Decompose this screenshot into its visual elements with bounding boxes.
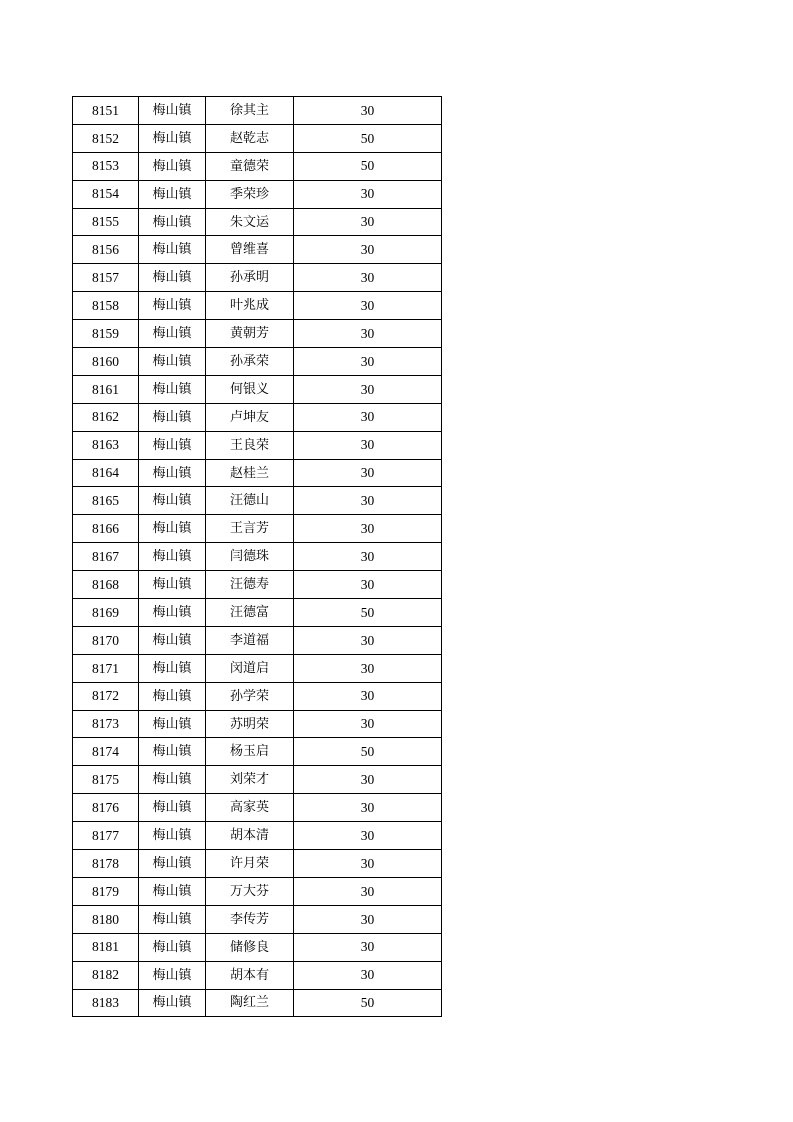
town-cell: 梅山镇: [139, 375, 206, 403]
person-name-cell: 储修良: [206, 933, 294, 961]
amount-cell: 30: [294, 626, 442, 654]
table-row: [73, 933, 442, 961]
amount-cell: 50: [294, 599, 442, 627]
table-row: [73, 989, 442, 1017]
table-row: [73, 682, 442, 710]
person-name-cell: 胡本清: [206, 822, 294, 850]
amount-cell: 30: [294, 654, 442, 682]
row-number-cell: 8182: [73, 961, 139, 989]
row-number-cell: 8163: [73, 431, 139, 459]
town-cell: 梅山镇: [139, 710, 206, 738]
table-row: [73, 822, 442, 850]
amount-cell: 30: [294, 794, 442, 822]
person-name-cell: 汪德富: [206, 599, 294, 627]
amount-cell: 30: [294, 933, 442, 961]
table-row: [73, 738, 442, 766]
person-name-cell: 童德荣: [206, 152, 294, 180]
amount-cell: 50: [294, 738, 442, 766]
table-row: [73, 626, 442, 654]
row-number-cell: 8174: [73, 738, 139, 766]
row-number-cell: 8160: [73, 348, 139, 376]
amount-cell: 30: [294, 348, 442, 376]
row-number-cell: 8152: [73, 124, 139, 152]
person-name-cell: 季荣珍: [206, 180, 294, 208]
amount-cell: 30: [294, 710, 442, 738]
town-cell: 梅山镇: [139, 599, 206, 627]
amount-cell: 30: [294, 431, 442, 459]
person-name-cell: 闵道启: [206, 654, 294, 682]
table-row: [73, 375, 442, 403]
table-row: [73, 152, 442, 180]
row-number-cell: 8171: [73, 654, 139, 682]
town-cell: 梅山镇: [139, 97, 206, 125]
row-number-cell: 8170: [73, 626, 139, 654]
amount-cell: 30: [294, 180, 442, 208]
town-cell: 梅山镇: [139, 348, 206, 376]
row-number-cell: 8169: [73, 599, 139, 627]
person-name-cell: 许月荣: [206, 850, 294, 878]
amount-cell: 30: [294, 571, 442, 599]
amount-cell: 30: [294, 403, 442, 431]
table-row: [73, 180, 442, 208]
town-cell: 梅山镇: [139, 236, 206, 264]
amount-cell: 30: [294, 850, 442, 878]
row-number-cell: 8173: [73, 710, 139, 738]
row-number-cell: 8166: [73, 515, 139, 543]
amount-cell: 30: [294, 320, 442, 348]
table-row: [73, 794, 442, 822]
table-row: [73, 905, 442, 933]
person-name-cell: 汪德寿: [206, 571, 294, 599]
town-cell: 梅山镇: [139, 654, 206, 682]
row-number-cell: 8180: [73, 905, 139, 933]
town-cell: 梅山镇: [139, 180, 206, 208]
table-row: [73, 348, 442, 376]
town-cell: 梅山镇: [139, 208, 206, 236]
town-cell: 梅山镇: [139, 431, 206, 459]
table-row: [73, 543, 442, 571]
town-cell: 梅山镇: [139, 877, 206, 905]
town-cell: 梅山镇: [139, 626, 206, 654]
town-cell: 梅山镇: [139, 766, 206, 794]
person-name-cell: 刘荣才: [206, 766, 294, 794]
person-name-cell: 胡本有: [206, 961, 294, 989]
person-name-cell: 卢坤友: [206, 403, 294, 431]
amount-cell: 30: [294, 905, 442, 933]
person-name-cell: 徐其主: [206, 97, 294, 125]
table-row: [73, 208, 442, 236]
town-cell: 梅山镇: [139, 487, 206, 515]
town-cell: 梅山镇: [139, 543, 206, 571]
table-row: [73, 766, 442, 794]
row-number-cell: 8167: [73, 543, 139, 571]
amount-cell: 30: [294, 515, 442, 543]
row-number-cell: 8157: [73, 264, 139, 292]
table-row: [73, 599, 442, 627]
amount-cell: 30: [294, 877, 442, 905]
data-table: [72, 96, 442, 1017]
amount-cell: 50: [294, 152, 442, 180]
row-number-cell: 8162: [73, 403, 139, 431]
table-row: [73, 515, 442, 543]
table-body: [73, 97, 442, 1017]
table-row: [73, 961, 442, 989]
town-cell: 梅山镇: [139, 822, 206, 850]
town-cell: 梅山镇: [139, 905, 206, 933]
town-cell: 梅山镇: [139, 264, 206, 292]
table-row: [73, 403, 442, 431]
person-name-cell: 赵桂兰: [206, 459, 294, 487]
row-number-cell: 8176: [73, 794, 139, 822]
person-name-cell: 王良荣: [206, 431, 294, 459]
town-cell: 梅山镇: [139, 403, 206, 431]
town-cell: 梅山镇: [139, 682, 206, 710]
row-number-cell: 8165: [73, 487, 139, 515]
person-name-cell: 叶兆成: [206, 292, 294, 320]
person-name-cell: 杨玉启: [206, 738, 294, 766]
amount-cell: 30: [294, 459, 442, 487]
row-number-cell: 8178: [73, 850, 139, 878]
amount-cell: 30: [294, 822, 442, 850]
amount-cell: 30: [294, 208, 442, 236]
town-cell: 梅山镇: [139, 571, 206, 599]
town-cell: 梅山镇: [139, 989, 206, 1017]
row-number-cell: 8181: [73, 933, 139, 961]
table-row: [73, 124, 442, 152]
row-number-cell: 8156: [73, 236, 139, 264]
person-name-cell: 万大芬: [206, 877, 294, 905]
row-number-cell: 8177: [73, 822, 139, 850]
amount-cell: 50: [294, 989, 442, 1017]
table-row: [73, 236, 442, 264]
person-name-cell: 陶红兰: [206, 989, 294, 1017]
amount-cell: 30: [294, 236, 442, 264]
table-row: [73, 710, 442, 738]
town-cell: 梅山镇: [139, 459, 206, 487]
row-number-cell: 8155: [73, 208, 139, 236]
table-row: [73, 292, 442, 320]
amount-cell: 30: [294, 543, 442, 571]
person-name-cell: 李传芳: [206, 905, 294, 933]
row-number-cell: 8159: [73, 320, 139, 348]
town-cell: 梅山镇: [139, 794, 206, 822]
town-cell: 梅山镇: [139, 152, 206, 180]
table-row: [73, 654, 442, 682]
person-name-cell: 孙承荣: [206, 348, 294, 376]
row-number-cell: 8172: [73, 682, 139, 710]
table-row: [73, 264, 442, 292]
table-row: [73, 431, 442, 459]
amount-cell: 30: [294, 487, 442, 515]
person-name-cell: 曾维喜: [206, 236, 294, 264]
town-cell: 梅山镇: [139, 320, 206, 348]
person-name-cell: 黄朝芳: [206, 320, 294, 348]
town-cell: 梅山镇: [139, 292, 206, 320]
row-number-cell: 8179: [73, 877, 139, 905]
amount-cell: 30: [294, 97, 442, 125]
row-number-cell: 8154: [73, 180, 139, 208]
table-row: [73, 487, 442, 515]
person-name-cell: 闫德珠: [206, 543, 294, 571]
person-name-cell: 李道福: [206, 626, 294, 654]
table-row: [73, 571, 442, 599]
town-cell: 梅山镇: [139, 961, 206, 989]
amount-cell: 30: [294, 264, 442, 292]
person-name-cell: 朱文运: [206, 208, 294, 236]
amount-cell: 30: [294, 292, 442, 320]
row-number-cell: 8161: [73, 375, 139, 403]
row-number-cell: 8153: [73, 152, 139, 180]
row-number-cell: 8168: [73, 571, 139, 599]
person-name-cell: 孙学荣: [206, 682, 294, 710]
town-cell: 梅山镇: [139, 933, 206, 961]
amount-cell: 30: [294, 375, 442, 403]
row-number-cell: 8175: [73, 766, 139, 794]
person-name-cell: 何银义: [206, 375, 294, 403]
row-number-cell: 8183: [73, 989, 139, 1017]
amount-cell: 50: [294, 124, 442, 152]
row-number-cell: 8151: [73, 97, 139, 125]
row-number-cell: 8158: [73, 292, 139, 320]
table-row: [73, 877, 442, 905]
person-name-cell: 高家英: [206, 794, 294, 822]
amount-cell: 30: [294, 682, 442, 710]
table-row: [73, 459, 442, 487]
amount-cell: 30: [294, 961, 442, 989]
table-row: [73, 97, 442, 125]
person-name-cell: 汪德山: [206, 487, 294, 515]
table-row: [73, 320, 442, 348]
person-name-cell: 孙承明: [206, 264, 294, 292]
town-cell: 梅山镇: [139, 738, 206, 766]
town-cell: 梅山镇: [139, 850, 206, 878]
town-cell: 梅山镇: [139, 515, 206, 543]
person-name-cell: 赵乾志: [206, 124, 294, 152]
table-row: [73, 850, 442, 878]
person-name-cell: 王言芳: [206, 515, 294, 543]
row-number-cell: 8164: [73, 459, 139, 487]
town-cell: 梅山镇: [139, 124, 206, 152]
amount-cell: 30: [294, 766, 442, 794]
person-name-cell: 苏明荣: [206, 710, 294, 738]
